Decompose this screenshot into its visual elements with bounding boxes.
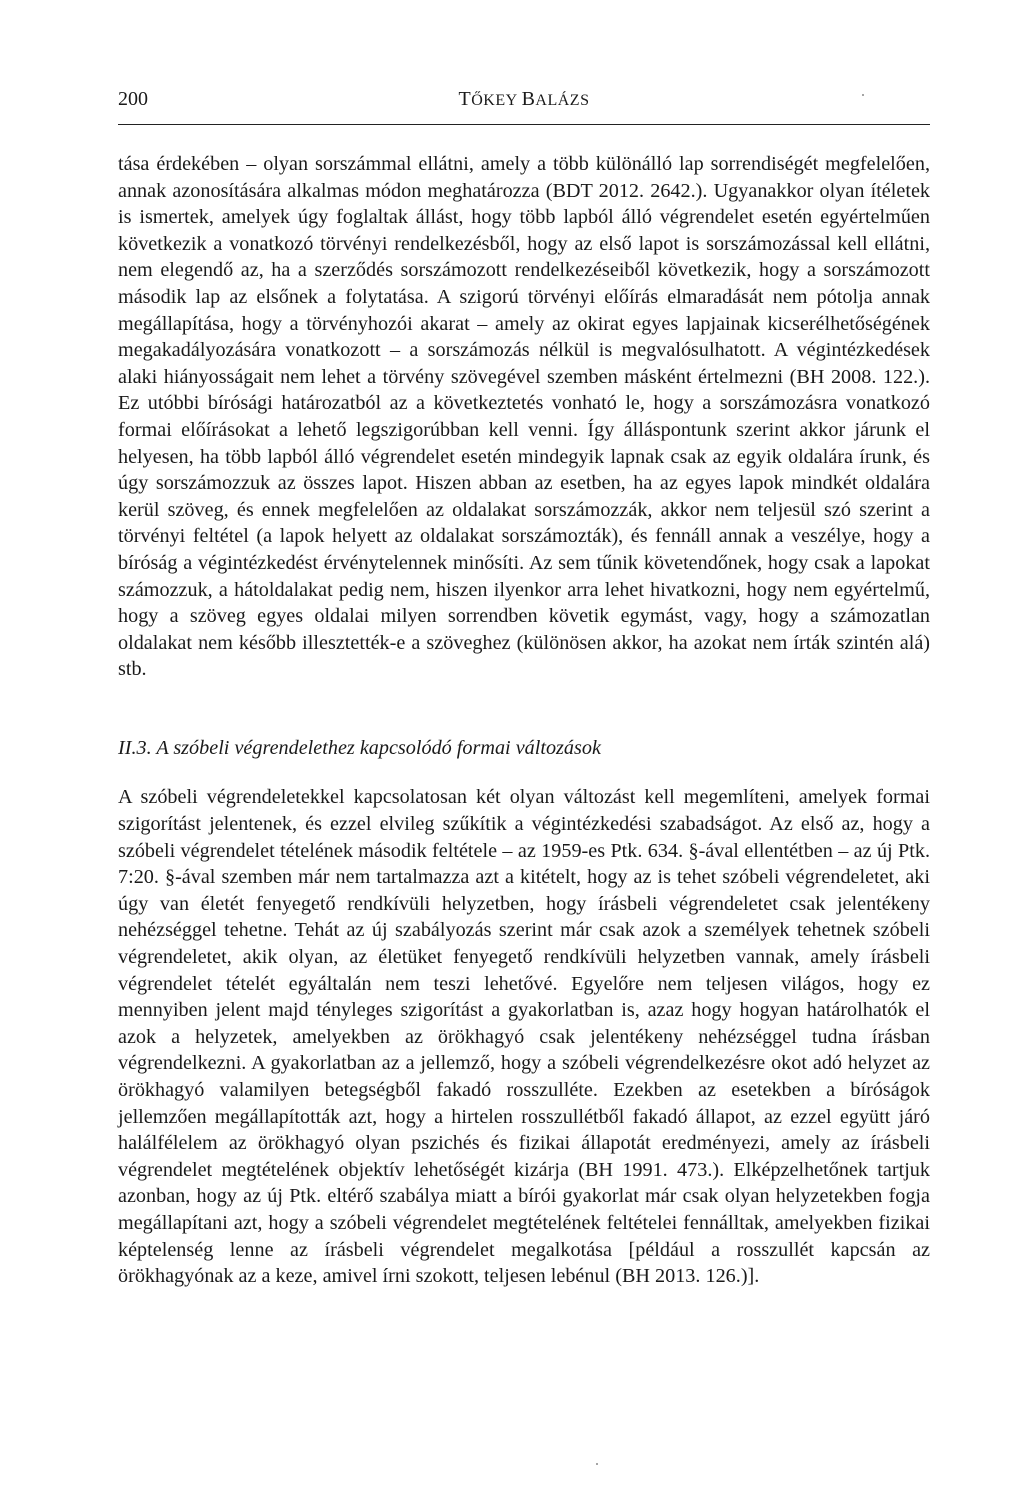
running-title-initial-1: T: [458, 88, 472, 110]
running-title: [118, 88, 930, 111]
body-text: [118, 151, 930, 1290]
paragraph-continued: tása érdekében – olyan sorszámmal ellátni, amely a több különálló lap sorrendiségét megfelelően, annak azonosítására alkalmas módon meghatározza (BDT 2012. 2642.). Ugyanakkor olyan ítéletek is ismertek, amelyek úgy foglaltak állást, hogy több lapból álló végrendelet esetén egyértelműen következik a vonatkozó törvényi rendelkezésből, hogy az első lapot is sorszámozással kell ellátni, nem elegendő az, ha a szerződés sorszámozott rendelkezéseiből következik, hogy a sorszámozott második lap az elsőnek a folytatása. A szigorú törvényi előírás elmaradását nem pótolja annak megállapítása, hogy a törvényhozói akarat – amely az okirat egyes lapjainak kicserélhetőségének megakadályozására vonatkozott – a sorszámozás nélkül is megvalósulhatott. A végintézkedések alaki hiányosságait nem lehet a törvény szövegével szemben másként értelmezni (BH 2008. 122.). Ez utóbbi bírósági határozatból az a következtetés vonható le, hogy a sorszámozásra vonatkozó formai előírásokat a lehető legszigorúbban kell venni. Így álláspontunk szerint akkor járunk el helyesen, ha több lapból álló végrendelet esetén mindegyik lapnak csak az egyik oldalára írunk, és úgy sorszámozzuk az összes lapot. Hiszen abban az esetben, ha az egyes lapok mindkét oldalára kerül szöveg, és ennek megfelelően az oldalakat sorszámozzák, akkor nem teljesül szó szerint a törvényi feltétel (a lapok helyett az oldalakat sorszámozták), és fennáll annak a veszélye, hogy a bíróság a végintézkedést érvénytelennek minősíti. Az sem tűnik követendőnek, hogy csak a lapokat számozzuk, a hátoldalakat pedig nem, hiszen ilyenkor arra lehet hivatkozni, hogy nem egyértelmű, hogy a szöveg egyes oldalai milyen sorrendben követik egymást, vagy, hogy a számozatlan oldalakat nem később illesztették-e a szöveghez (különösen akkor, ha azokat nem írták szintén alá) stb.: [118, 153, 930, 681]
scan-speck: [862, 94, 864, 96]
scan-speck: [596, 1463, 598, 1465]
running-title-rest-1: ŐKEY: [471, 92, 522, 109]
book-page: [118, 84, 930, 1290]
section-paragraph: A szóbeli végrendeletekkel kapcsolatosan két olyan változást kell megemlíteni, amelyek formai szigorítást jelentenek, és ezzel elvileg szűkítik a végintézkedési szabadságot. Az első az, hogy a szóbeli végrendelet tételének második feltétele – az 1959-es Ptk. 634. §-ával ellentétben – az új Ptk. 7:20. §-ával szemben már nem tartalmazza azt a kitételt, hogy az is tehet szóbeli végrendeletet, aki úgy van életét fenyegető rendkívüli helyzetben, hogy írásbeli végrendeletet csak jelentékeny nehézséggel tehetne. Tehát az új szabályozás szerint már csak azok a személyek tehetnek szóbeli végrendeletet, akik olyan, az életüket fenyegető rendkívüli helyzetben vannak, amely írásbeli végrendelet tételét egyáltalán nem teszi lehetővé. Egyelőre nem teljesen világos, hogy ez mennyiben jelent majd tényleges szigorítást a gyakorlatban is, azaz hogy hogyan határolhatók el azok a helyzetek, amelyekben az örökhagyó csak jelentékeny nehézséggel tudna írásban végrendelkezni. A gyakorlatban az a jellemző, hogy a szóbeli végrendelkezésre okot adó helyzet az örökhagyó valamilyen betegségből fakadó rosszulléte. Ezekben az esetekben a bíróságok jellemzően megállapították azt, hogy a hirtelen rosszullétből fakadó állapot, az ezzel együtt járó halálfélelem az örökhagyó olyan pszichés és fizikai állapotát eredményezi, amely az írásbeli végrendelet megtételének objektív lehetőségét kizárja (BH 1991. 473.). Elképzelhetőnek tartjuk azonban, hogy az új Ptk. eltérő szabálya miatt a bírói gyakorlat már csak olyan helyzetekben fogja megállapítani azt, hogy a szóbeli végrendelet megtételének feltételei fennálltak, amelyekben fizikai képtelenség lenne az írásbeli végrendelet megalkotása [például a rosszullét kapcsán az örökhagyónak az a keze, amivel írni szokott, teljesen lebénul (BH 2013. 126.)].: [118, 786, 930, 1288]
running-title-rest-2: ALÁZS: [535, 92, 590, 109]
section-heading: II.3. A szóbeli végrendelethez kapcsolódó formai változások: [118, 736, 601, 759]
page-header: [118, 84, 930, 125]
page-number: 200: [118, 88, 148, 110]
running-title-initial-2: B: [521, 88, 536, 110]
